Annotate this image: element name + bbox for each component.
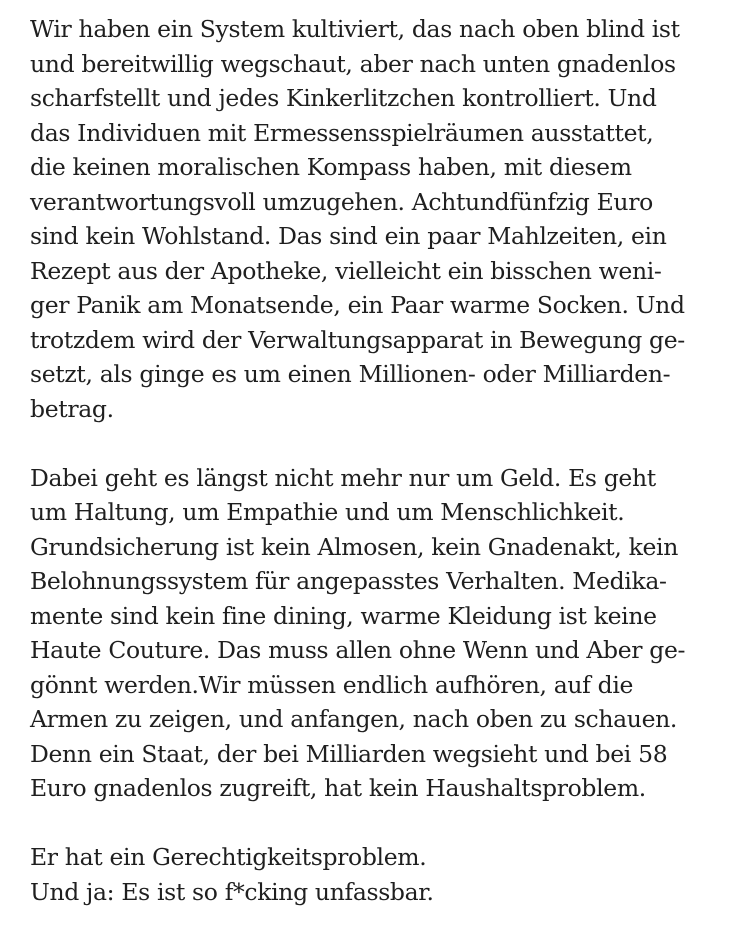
text-line: Und ja: Es ist so f*cking unfassbar. <box>30 877 434 906</box>
text-line: trotzdem wird der Verwaltungsapparat in Bewegung ge- <box>30 325 685 354</box>
text-line: Euro gnadenlos zugreift, hat kein Haushaltsproblem. <box>30 774 646 802</box>
text-line: das Individuen mit Ermessensspielräumen ausstattet, <box>30 118 654 147</box>
text-line: Belohnungssystem für angepasstes Verhalten. Medika- <box>30 567 667 595</box>
text-line: Haute Couture. Das muss allen ohne Wenn und Aber ge- <box>30 636 686 664</box>
text-line: mente sind kein fine dining, warme Kleidung ist keine <box>30 601 657 630</box>
text-line: setzt, als ginge es um einen Millionen- oder Milliarden- <box>30 360 671 388</box>
text-line: sind kein Wohlstand. Das sind ein paar Mahlzeiten, ein <box>30 222 667 250</box>
text-line: die keinen moralischen Kompass haben, mit diesem <box>30 153 632 181</box>
text-line: ger Panik am Monatsende, ein Paar warme Socken. Und <box>30 291 685 319</box>
paragraph-spacer <box>30 426 730 461</box>
article-body <box>30 12 730 909</box>
text-line: betrag. <box>30 394 114 423</box>
paragraph-3 <box>30 840 730 909</box>
text-line: um Haltung, um Empathie und um Menschlichkeit. <box>30 498 625 526</box>
paragraph-2 <box>30 461 730 806</box>
text-line: scharfstellt und jedes Kinkerlitzchen kontrolliert. Und <box>30 84 657 112</box>
paragraph-1 <box>30 12 730 426</box>
text-line: Er hat ein Gerechtigkeitsproblem. <box>30 843 427 871</box>
text-line: Wir haben ein System kultiviert, das nach oben blind ist <box>30 15 680 43</box>
text-line: und bereitwillig wegschaut, aber nach unten gnadenlos <box>30 49 676 78</box>
paragraph-spacer <box>30 806 730 841</box>
text-line: verantwortungsvoll umzugehen. Achtundfünfzig Euro <box>30 187 653 216</box>
text-line: Denn ein Staat, der bei Milliarden wegsieht und bei 58 <box>30 739 668 768</box>
text-line: Grundsicherung ist kein Almosen, kein Gnadenakt, kein <box>30 532 678 561</box>
text-line: Dabei geht es längst nicht mehr nur um Geld. Es geht <box>30 463 656 492</box>
text-line: gönnt werden.Wir müssen endlich aufhören, auf die <box>30 670 634 699</box>
text-line: Armen zu zeigen, und anfangen, nach oben zu schauen. <box>30 705 678 733</box>
text-line: Rezept aus der Apotheke, vielleicht ein bisschen weni- <box>30 256 662 285</box>
